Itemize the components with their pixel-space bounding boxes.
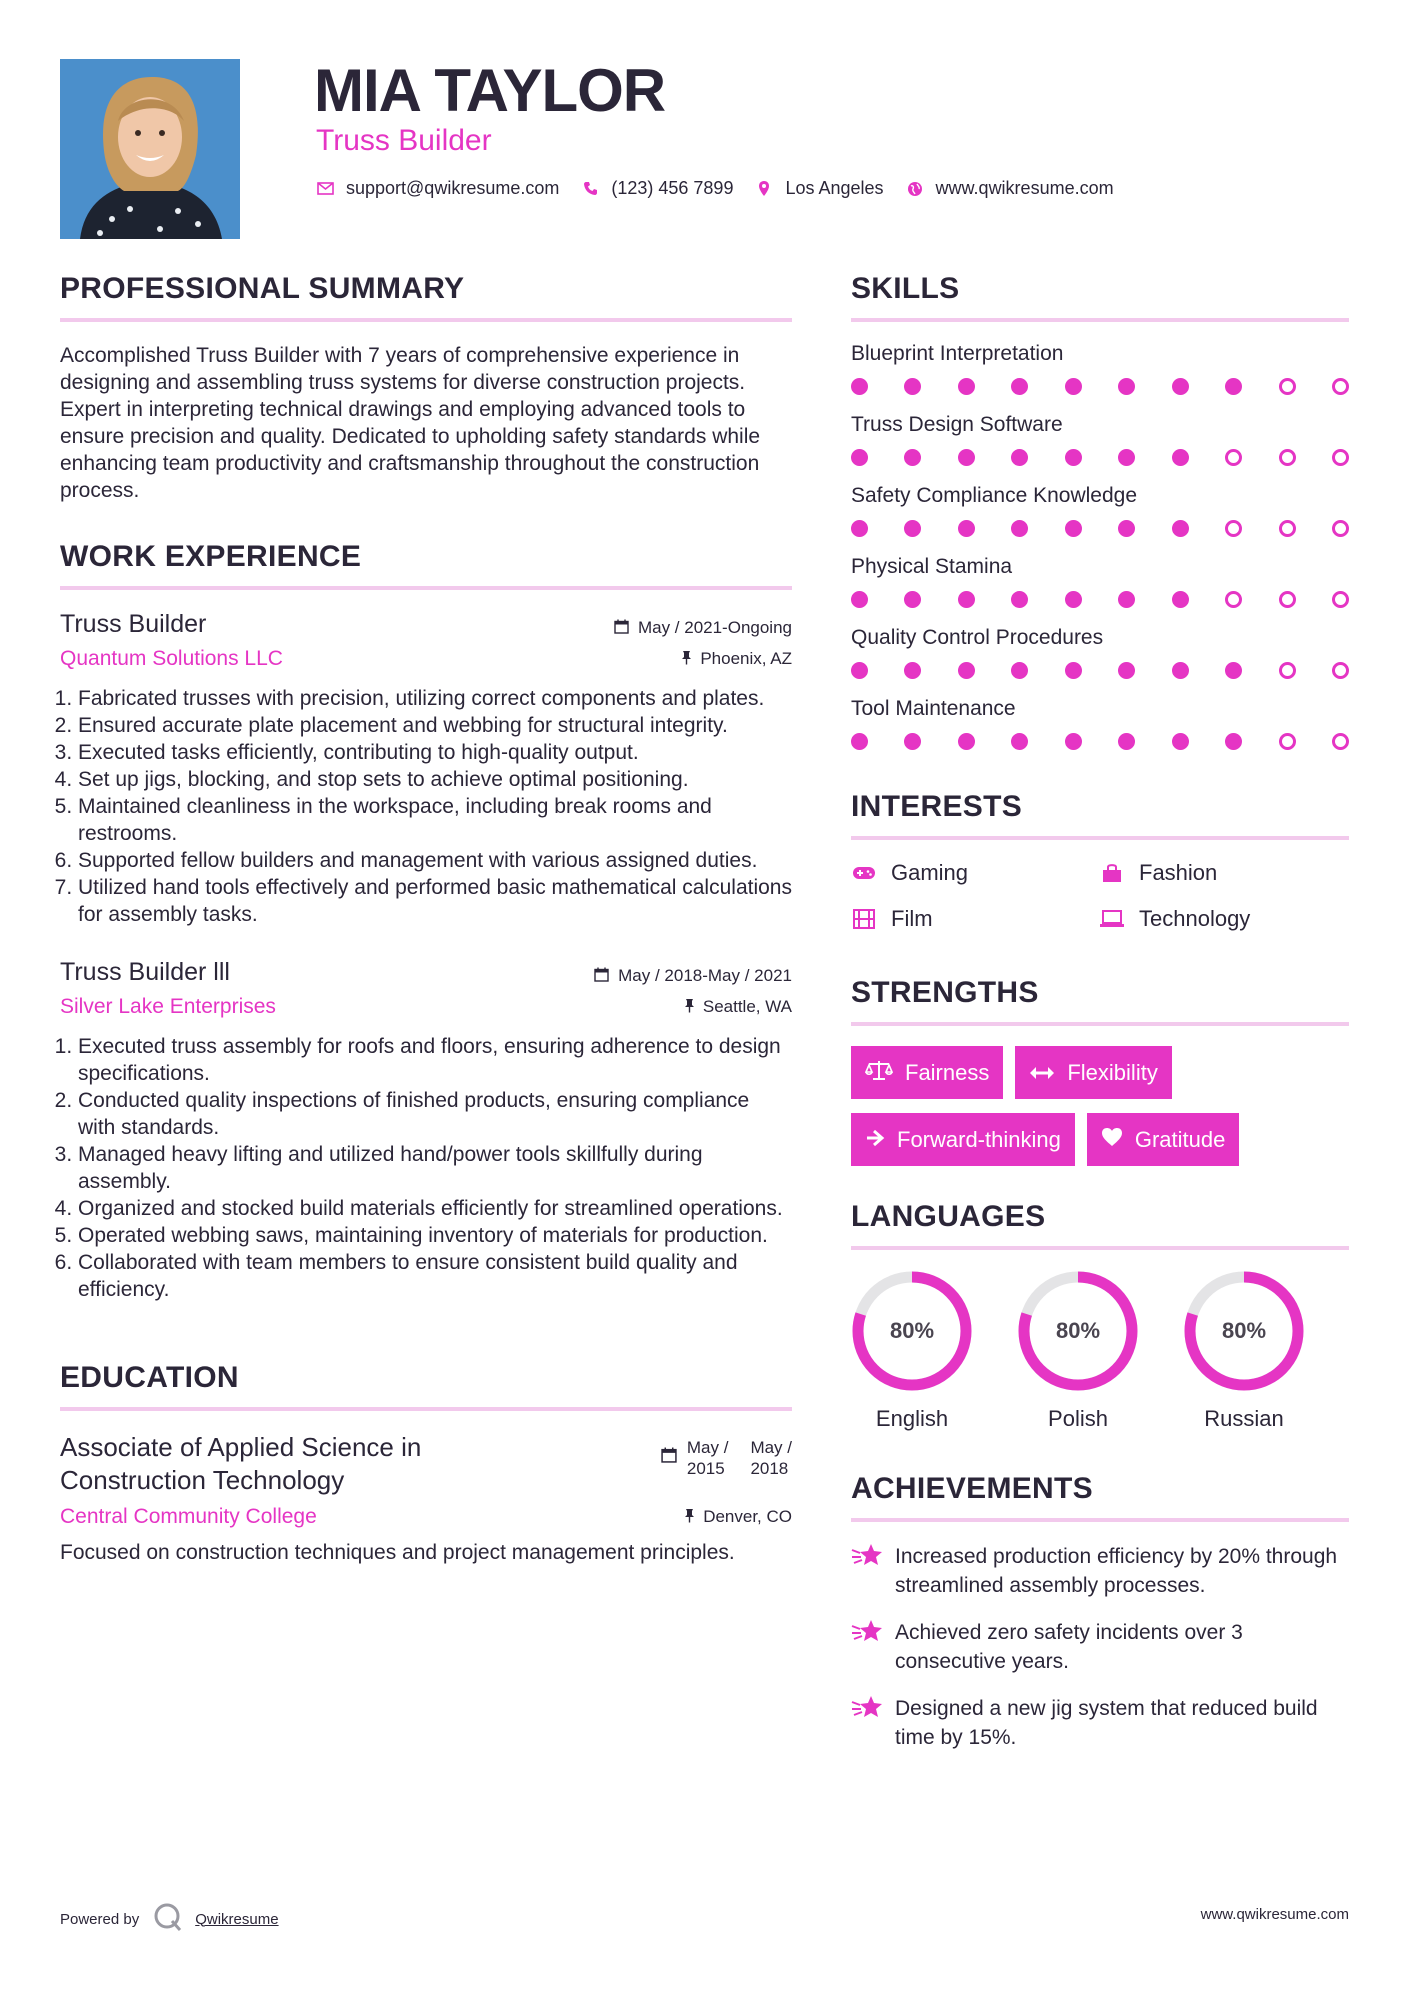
rating-dot-empty	[1279, 449, 1296, 466]
skill-rating	[851, 591, 1349, 608]
bullet-item: 4. Organized and stocked build materials efficiently for streamlined operations.	[78, 1195, 792, 1222]
job-dates	[594, 966, 792, 986]
calendar-icon	[614, 619, 629, 638]
candidate-name: MIA TAYLOR	[314, 57, 666, 124]
education-dates	[661, 1437, 792, 1479]
job-location	[681, 649, 792, 669]
contact-location-text: Los Angeles	[785, 178, 884, 198]
language-name: Russian	[1204, 1406, 1284, 1431]
language-percent: 80%	[1221, 1318, 1267, 1343]
skill-item	[851, 555, 1349, 608]
skill-item	[851, 626, 1349, 679]
rating-dot-filled	[1172, 378, 1189, 395]
bullet-item: 2. Ensured accurate plate placement and webbing for structural integrity.	[78, 712, 792, 739]
school-location	[684, 1507, 792, 1527]
shopping-bag-icon	[1099, 863, 1125, 883]
job-title: Truss Builder lll	[60, 958, 230, 986]
rating-dot-filled	[1065, 449, 1082, 466]
interests-heading: INTERESTS	[851, 790, 1349, 840]
bullet-item: 3. Managed heavy lifting and utilized hand/power tools skillfully during assembly.	[78, 1141, 792, 1195]
contact-bar	[316, 178, 1136, 199]
rating-dot-empty	[1225, 591, 1242, 608]
bullet-item: 3. Executed tasks efficiently, contributing to high-quality output.	[78, 739, 792, 766]
rating-dot-filled	[1172, 520, 1189, 537]
bullet-item: 5. Maintained cleanliness in the workspace, including break rooms and restrooms.	[78, 793, 792, 847]
rating-dot-filled	[1118, 733, 1135, 750]
contact-email-text: support@qwikresume.com	[346, 178, 560, 198]
rating-dot-empty	[1279, 733, 1296, 750]
education-heading: EDUCATION	[60, 1361, 792, 1411]
rating-dot-empty	[1332, 733, 1349, 750]
job-location-text: Seattle, WA	[702, 997, 792, 1016]
interest-item	[1099, 860, 1349, 886]
bullet-item: 2. Conducted quality inspections of finished products, ensuring compliance with standards.	[78, 1087, 792, 1141]
contact-location	[755, 178, 883, 199]
rating-dot-filled	[851, 520, 868, 537]
achievement-text: Designed a new jig system that reduced build time by 15%.	[895, 1697, 1318, 1749]
phone-icon	[581, 181, 599, 196]
bullet-item: 1. Fabricated trusses with precision, utilizing correct components and plates.	[78, 685, 792, 712]
language-percent: 80%	[1055, 1318, 1101, 1343]
rating-dot-empty	[1332, 449, 1349, 466]
laptop-icon	[1099, 910, 1125, 928]
skill-rating	[851, 520, 1349, 537]
skill-name: Physical Stamina	[851, 555, 1013, 578]
strength-label: Fairness	[905, 1059, 990, 1085]
strength-tag	[851, 1046, 1003, 1099]
degree-title: Associate of Applied Science in Construction Technology	[60, 1432, 422, 1495]
job-bullets	[60, 685, 792, 928]
rating-dot-filled	[958, 378, 975, 395]
skill-rating	[851, 662, 1349, 679]
rating-dot-empty	[1279, 520, 1296, 537]
skills-list	[851, 342, 1349, 750]
rating-dot-filled	[958, 591, 975, 608]
rating-dot-filled	[1011, 378, 1028, 395]
rating-dot-empty	[1279, 591, 1296, 608]
achievement-text: Achieved zero safety incidents over 3 consecutive years.	[895, 1621, 1243, 1673]
footer-url[interactable]: www.qwikresume.com	[1200, 1906, 1349, 1923]
summary-text: Accomplished Truss Builder with 7 years of comprehensive experience in designing and assembling truss systems for diverse construction projects. Expert in interpreting technical drawings and employing advanced tools to ensure precision and quality. Dedicated to upholding safety standards while enhancing team productivity and craftsmanship throughout the construction process.	[60, 344, 761, 502]
heart-icon	[1101, 1127, 1123, 1153]
school-name: Central Community College	[60, 1505, 317, 1528]
summary-heading: PROFESSIONAL SUMMARY	[60, 272, 792, 322]
job-title: Truss Builder	[60, 610, 207, 638]
rating-dot-filled	[958, 662, 975, 679]
skill-name: Quality Control Procedures	[851, 626, 1104, 649]
map-pin-icon	[755, 180, 773, 197]
rating-dot-filled	[851, 449, 868, 466]
shooting-star-icon	[851, 1618, 895, 1676]
rating-dot-filled	[904, 520, 921, 537]
language-ring	[851, 1270, 973, 1392]
rating-dot-filled	[851, 733, 868, 750]
arrow-right-icon	[865, 1127, 885, 1153]
skill-name: Tool Maintenance	[851, 697, 1016, 720]
rating-dot-filled	[1172, 733, 1189, 750]
bullet-item: 7. Utilized hand tools effectively and performed basic mathematical calculations for assembly tasks.	[78, 874, 792, 928]
interest-item	[851, 860, 1099, 886]
rating-dot-filled	[958, 449, 975, 466]
strength-label: Flexibility	[1067, 1059, 1158, 1085]
bullet-item: 1. Executed truss assembly for roofs and floors, ensuring adherence to design specifications.	[78, 1033, 792, 1087]
profile-photo	[60, 59, 240, 239]
rating-dot-empty	[1332, 378, 1349, 395]
interest-item	[851, 906, 1099, 932]
job-dates-text: May / 2018-May / 2021	[618, 966, 792, 985]
rating-dot-filled	[1065, 733, 1082, 750]
achievements-heading: ACHIEVEMENTS	[851, 1472, 1349, 1522]
rating-dot-filled	[1225, 378, 1242, 395]
rating-dot-filled	[958, 520, 975, 537]
strengths-list	[851, 1046, 1349, 1180]
pushpin-icon	[684, 1508, 695, 1527]
job-dates	[614, 618, 792, 638]
job-entry	[60, 610, 792, 928]
experience-heading: WORK EXPERIENCE	[60, 540, 792, 590]
shooting-star-icon	[851, 1694, 895, 1752]
language-name: Polish	[1048, 1406, 1108, 1431]
education-start-month: May /	[686, 1438, 729, 1457]
skill-rating	[851, 449, 1349, 466]
achievement-item	[851, 1618, 1349, 1676]
contact-website-text: www.qwikresume.com	[935, 178, 1114, 198]
rating-dot-filled	[904, 733, 921, 750]
gamepad-icon	[851, 866, 877, 880]
languages-heading: LANGUAGES	[851, 1200, 1349, 1250]
qwikresume-link[interactable]: Qwikresume	[195, 1910, 279, 1928]
pushpin-icon	[681, 650, 692, 669]
skill-item	[851, 697, 1349, 750]
bullet-item: 6. Collaborated with team members to ensure consistent build quality and efficiency.	[78, 1249, 792, 1303]
education-description: Focused on construction techniques and project management principles.	[60, 1541, 735, 1564]
strength-tag	[1015, 1046, 1171, 1099]
skill-name: Blueprint Interpretation	[851, 342, 1064, 365]
rating-dot-empty	[1332, 591, 1349, 608]
rating-dot-filled	[851, 591, 868, 608]
rating-dot-filled	[1118, 591, 1135, 608]
rating-dot-filled	[1172, 449, 1189, 466]
rating-dot-filled	[958, 733, 975, 750]
rating-dot-filled	[851, 662, 868, 679]
rating-dot-filled	[1065, 378, 1082, 395]
job-location	[684, 997, 792, 1017]
interest-label: Fashion	[1139, 860, 1218, 885]
job-entry	[60, 958, 792, 1303]
achievement-item	[851, 1694, 1349, 1752]
language-item	[1183, 1270, 1305, 1432]
rating-dot-filled	[904, 378, 921, 395]
globe-icon	[906, 181, 924, 197]
job-location-text: Phoenix, AZ	[700, 649, 792, 668]
language-item	[851, 1270, 973, 1432]
skill-name: Truss Design Software	[851, 413, 1063, 436]
rating-dot-filled	[851, 378, 868, 395]
education-end-month: May /	[750, 1438, 792, 1457]
left-column	[60, 272, 792, 1566]
candidate-role: Truss Builder	[316, 124, 492, 157]
rating-dot-filled	[904, 449, 921, 466]
education-end-year: 2018	[750, 1459, 789, 1478]
interest-item	[1099, 906, 1349, 932]
rating-dot-filled	[1225, 733, 1242, 750]
skill-name: Safety Compliance Knowledge	[851, 484, 1138, 507]
rating-dot-filled	[1172, 662, 1189, 679]
strengths-heading: STRENGTHS	[851, 976, 1349, 1026]
skill-item	[851, 342, 1349, 395]
rating-dot-filled	[1011, 733, 1028, 750]
language-name: English	[875, 1406, 949, 1431]
rating-dot-empty	[1332, 520, 1349, 537]
rating-dot-filled	[1011, 449, 1028, 466]
job-bullets	[60, 1033, 792, 1303]
calendar-icon	[594, 967, 609, 986]
footer-powered-by	[60, 1902, 279, 1936]
qwikresume-logo-icon	[153, 1902, 183, 1936]
rating-dot-filled	[1118, 662, 1135, 679]
right-column	[851, 272, 1349, 1770]
rating-dot-empty	[1279, 378, 1296, 395]
achievement-text: Increased production efficiency by 20% through streamlined assembly processes.	[895, 1545, 1338, 1597]
language-ring	[1183, 1270, 1305, 1392]
rating-dot-filled	[1118, 520, 1135, 537]
rating-dot-empty	[1332, 662, 1349, 679]
contact-phone-text: (123) 456 7899	[611, 178, 734, 198]
rating-dot-filled	[904, 662, 921, 679]
contact-phone[interactable]	[581, 178, 733, 199]
job-dates-text: May / 2021-Ongoing	[637, 618, 792, 637]
shooting-star-icon	[851, 1542, 895, 1600]
rating-dot-filled	[1065, 662, 1082, 679]
interest-label: Technology	[1139, 906, 1251, 931]
achievement-item	[851, 1542, 1349, 1600]
language-item	[1017, 1270, 1139, 1432]
skill-item	[851, 484, 1349, 537]
achievements-list	[851, 1542, 1349, 1752]
rating-dot-filled	[1011, 591, 1028, 608]
bullet-item: 6. Supported fellow builders and management with various assigned duties.	[78, 847, 792, 874]
school-location-text: Denver, CO	[703, 1507, 792, 1526]
company-name: Silver Lake Enterprises	[60, 995, 276, 1018]
bullet-item: 4. Set up jigs, blocking, and stop sets to achieve optimal positioning.	[78, 766, 792, 793]
strength-label: Gratitude	[1134, 1126, 1226, 1152]
rating-dot-filled	[1225, 662, 1242, 679]
education-start-date	[687, 1437, 729, 1479]
interest-label: Film	[891, 906, 933, 931]
balance-scale-icon	[865, 1059, 893, 1087]
rating-dot-empty	[1279, 662, 1296, 679]
education-end-date	[750, 1437, 792, 1479]
film-icon	[851, 909, 877, 929]
pushpin-icon	[684, 998, 695, 1017]
rating-dot-filled	[1118, 378, 1135, 395]
contact-email[interactable]	[316, 178, 559, 199]
language-ring	[1017, 1270, 1139, 1392]
rating-dot-filled	[1065, 520, 1082, 537]
powered-by-label: Powered by	[60, 1910, 140, 1928]
skill-item	[851, 413, 1349, 466]
bullet-item: 5. Operated webbing saws, maintaining inventory of materials for production.	[78, 1222, 792, 1249]
interest-label: Gaming	[891, 860, 969, 885]
language-percent: 80%	[889, 1318, 935, 1343]
envelope-icon	[316, 182, 334, 195]
interests-list	[851, 860, 1349, 932]
strength-tag	[1087, 1113, 1240, 1166]
rating-dot-empty	[1225, 520, 1242, 537]
rating-dot-filled	[1118, 449, 1135, 466]
skill-rating	[851, 378, 1349, 395]
rating-dot-filled	[1011, 662, 1028, 679]
calendar-icon	[661, 1447, 677, 1468]
rating-dot-filled	[1011, 520, 1028, 537]
rating-dot-filled	[904, 591, 921, 608]
rating-dot-empty	[1225, 449, 1242, 466]
strength-tag	[851, 1113, 1075, 1166]
education-entry	[60, 1431, 792, 1566]
rating-dot-filled	[1065, 591, 1082, 608]
contact-website[interactable]	[906, 178, 1114, 199]
skill-rating	[851, 733, 1349, 750]
company-name: Quantum Solutions LLC	[60, 647, 283, 670]
rating-dot-filled	[1172, 591, 1189, 608]
education-start-year: 2015	[686, 1459, 725, 1478]
languages-list	[851, 1270, 1349, 1432]
strength-label: Forward-thinking	[897, 1126, 1061, 1152]
arrows-horizontal-icon	[1029, 1060, 1055, 1086]
skills-heading: SKILLS	[851, 272, 1349, 322]
